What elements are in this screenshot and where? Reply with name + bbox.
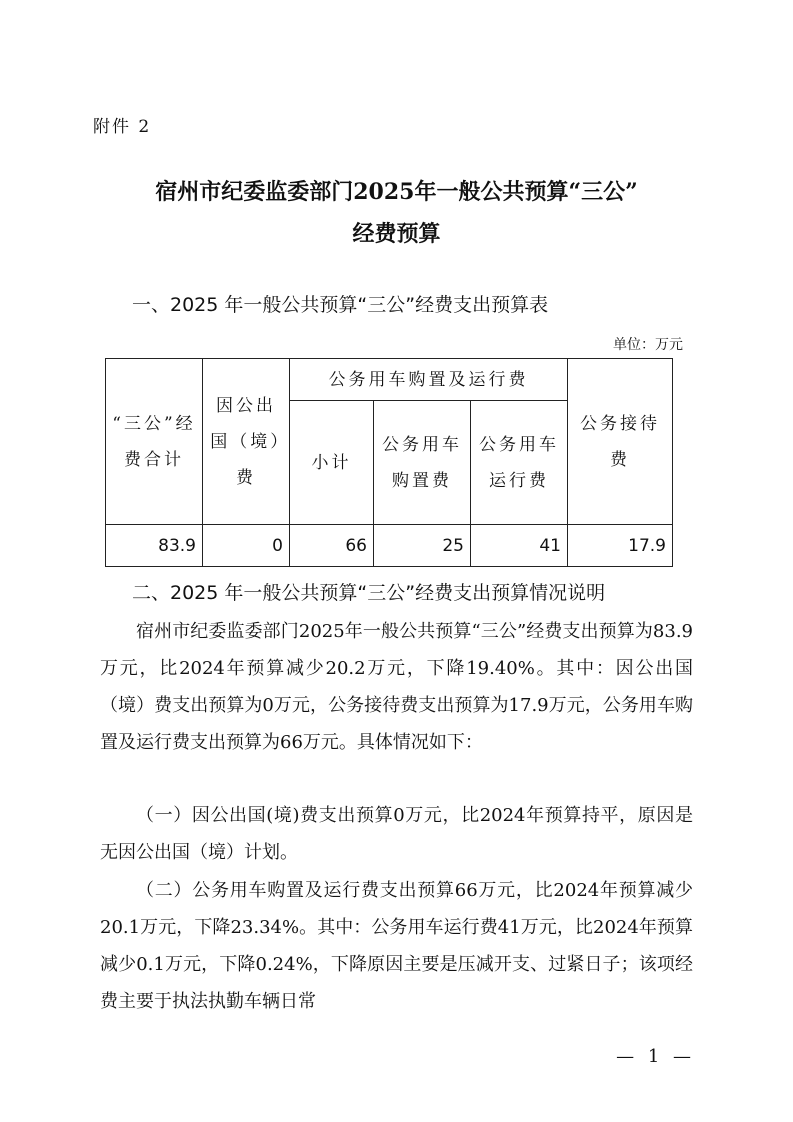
value-purchase: 25 [374, 525, 471, 567]
header-vehicle-group: 公务用车购置及运行费 [290, 359, 568, 401]
document-title-line1: 宿州市纪委监委部门2025年一般公共预算“三公” [155, 179, 638, 205]
paragraph-vehicle [100, 872, 693, 1020]
paragraph-summary-text: 宿州市纪委监委部门2025年一般公共预算“三公”经费支出预算为83.9万元，比2024年预算减少20.2万元，下降19.40%。其中：因公出国（境）费支出预算为0万元，公务接待费支出预算为17.9万元，公务用车购置及运行费支出预算为66万元。具体情况如下： [100, 621, 693, 753]
paragraph-summary [100, 613, 693, 761]
budget-table [105, 358, 673, 567]
value-total: 83.9 [106, 525, 203, 567]
header-subtotal: 小计 [290, 401, 374, 525]
value-operation: 41 [471, 525, 568, 567]
section-heading-1: 一、2025 年一般公共预算“三公”经费支出预算表 [132, 294, 549, 316]
header-total: “三公”经费合计 [106, 359, 203, 525]
paragraph-vehicle-text: （二）公务用车购置及运行费支出预算66万元，比2024年预算减少20.1万元，下降23.34%。其中：公务用车运行费41万元，比2024年预算减少0.1万元，下降0.24%，下降原因主要是压减开支、过紧日子；该项经费主要于执法执勤车辆日常 [100, 880, 693, 1012]
value-abroad: 0 [203, 525, 290, 567]
header-reception: 公务接待费 [568, 359, 673, 525]
header-purchase: 公务用车购置费 [374, 401, 471, 525]
unit-label: 单位：万元 [613, 337, 683, 353]
attachment-label: 附件 2 [93, 117, 152, 137]
page-number: — 1 — [616, 1046, 695, 1067]
section-heading-2: 二、2025 年一般公共预算“三公”经费支出预算情况说明 [132, 582, 606, 604]
header-abroad: 因公出国（境）费 [203, 359, 290, 525]
paragraph-abroad-text: （一）因公出国(境)费支出预算0万元，比2024年预算持平，原因是无因公出国（境）计划。 [100, 805, 693, 863]
value-subtotal: 66 [290, 525, 374, 567]
document-title-line2: 经费预算 [352, 221, 441, 247]
paragraph-abroad [100, 797, 693, 871]
header-operation: 公务用车运行费 [471, 401, 568, 525]
value-reception: 17.9 [568, 525, 673, 567]
